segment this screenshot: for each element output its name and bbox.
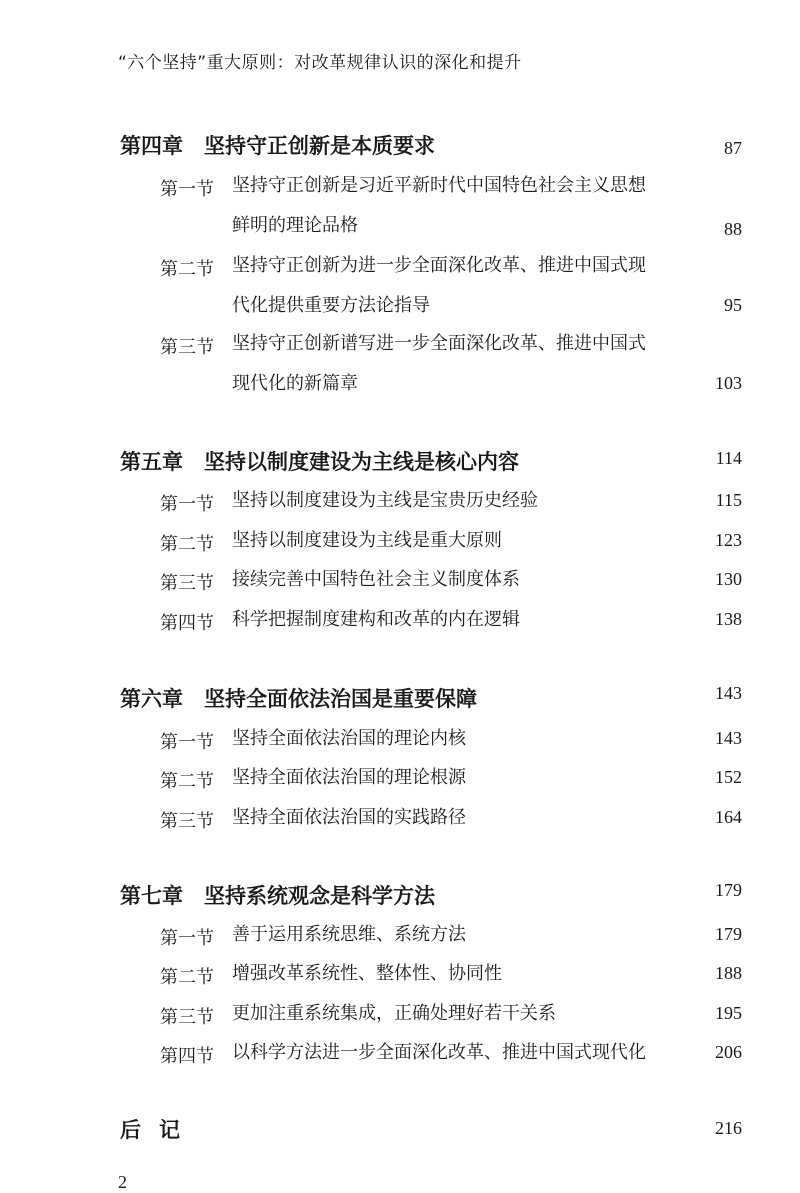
chapter-number: 第四章 [120,134,183,158]
chapter-title: 坚持全面依法治国是重要保障 [204,687,477,711]
section-title: 坚持守正创新谱写进一步全面深化改革、推进中国式现代化的新篇章 [232,333,646,394]
chapter-title: 坚持系统观念是科学方法 [204,884,435,908]
section-title: 增强改革系统性、整体性、协同性 [232,963,502,984]
chapter-page: 143 [715,683,742,703]
section-label: 第四节 [160,1046,214,1067]
section-label: 第三节 [160,337,214,358]
chapter-number: 第五章 [120,450,183,474]
section-label: 第三节 [160,811,214,832]
running-head: “六个坚持”重大原则：对改革规律认识的深化和提升 [118,53,522,73]
section-label: 第二节 [160,967,214,988]
section-page: 88 [724,219,742,239]
section-title: 坚持守正创新为进一步全面深化改革、推进中国式现代化提供重要方法论指导 [232,255,646,316]
section-label: 第一节 [160,732,214,753]
section-label: 第四节 [160,613,214,634]
section-title: 坚持全面依法治国的理论根源 [232,767,466,788]
afterword-title: 后记 [120,1118,198,1142]
section-page: 123 [715,530,742,550]
chapter-title: 坚持以制度建设为主线是核心内容 [204,450,519,474]
section-page: 115 [715,490,742,510]
section-label: 第一节 [160,179,214,200]
chapter-page: 114 [715,448,742,468]
section-page: 143 [715,728,742,748]
chapter-number: 第六章 [120,687,183,711]
section-page: 179 [715,924,742,944]
afterword-page: 216 [715,1118,742,1138]
section-label: 第一节 [160,928,214,949]
section-page: 164 [715,807,742,827]
section-title: 坚持全面依法治国的理论内核 [232,728,466,749]
section-page: 188 [715,963,742,983]
section-page: 152 [715,767,742,787]
section-title: 坚持以制度建设为主线是宝贵历史经验 [232,490,538,511]
chapter-number: 第七章 [120,884,183,908]
folio-page-number: 2 [118,1172,127,1192]
section-label: 第三节 [160,1007,214,1028]
section-label: 第二节 [160,534,214,555]
section-page: 138 [715,609,742,629]
chapter-page: 87 [724,138,742,158]
section-title: 善于运用系统思维、系统方法 [232,924,466,945]
section-page: 103 [715,373,742,393]
section-page: 130 [715,569,742,589]
section-title: 科学把握制度建构和改革的内在逻辑 [232,609,520,630]
section-page: 206 [715,1042,742,1062]
section-label: 第二节 [160,259,214,280]
section-page: 195 [715,1003,742,1023]
section-title: 接续完善中国特色社会主义制度体系 [232,569,520,590]
chapter-page: 179 [715,880,742,900]
section-title: 坚持以制度建设为主线是重大原则 [232,530,502,551]
chapter-title: 坚持守正创新是本质要求 [204,134,435,158]
section-title: 坚持守正创新是习近平新时代中国特色社会主义思想鲜明的理论品格 [232,175,646,236]
section-page: 95 [724,295,742,315]
section-title: 更加注重系统集成，正确处理好若干关系 [232,1003,556,1024]
section-label: 第二节 [160,771,214,792]
section-label: 第一节 [160,494,214,515]
section-title: 以科学方法进一步全面深化改革、推进中国式现代化 [232,1042,646,1063]
section-title: 坚持全面依法治国的实践路径 [232,807,466,828]
section-label: 第三节 [160,573,214,594]
